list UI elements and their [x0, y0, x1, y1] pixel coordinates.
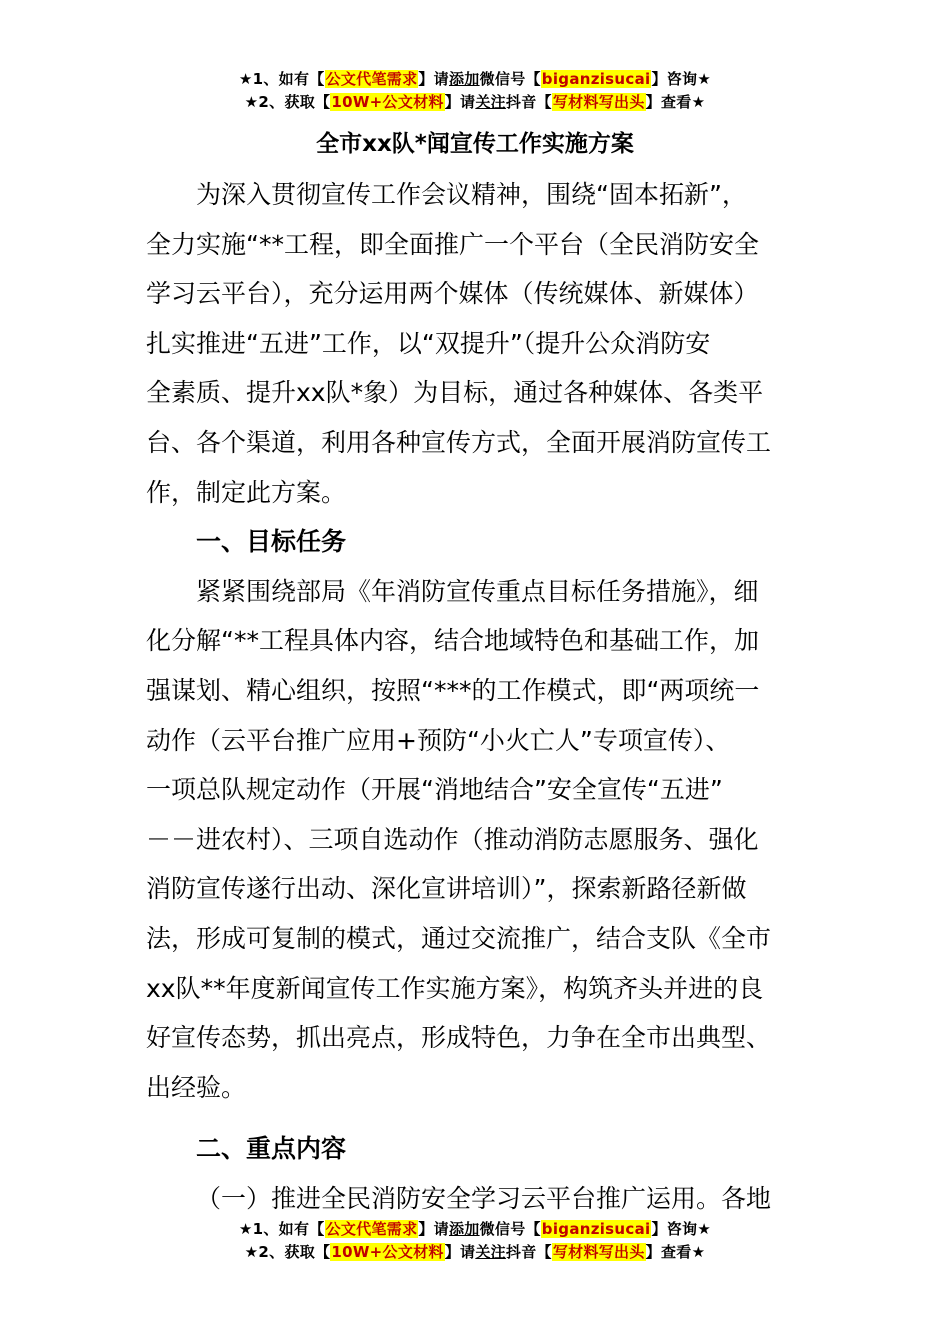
banner-underline: 添加 [448, 1220, 480, 1238]
bottom-banner [0, 1218, 950, 1264]
banner-text: 】请 [444, 93, 476, 111]
paragraph-line: 法，形成可复制的模式，通过交流推广，结合支队《全市 [146, 923, 772, 953]
banner-highlight: 10W+公文材料 [331, 1243, 444, 1261]
banner-text: 】请 [418, 1220, 449, 1238]
banner-highlight: 公文代笔需求 [325, 70, 418, 88]
banner-line-1 [0, 1218, 950, 1241]
banner-text: 】咨询★ [651, 1220, 712, 1238]
banner-line-1 [0, 68, 950, 91]
document-body [146, 170, 808, 1223]
paragraph-line: 紧紧围绕部局《年消防宣传重点目标任务措施》，细 [196, 576, 759, 606]
paragraph-line: 台、各个渠道，利用各种宣传方式，全面开展消防宣传工 [146, 427, 772, 457]
banner-underline: 关注 [475, 93, 506, 111]
paragraph-line: 学习云平台），充分运用两个媒体（传统媒体、新媒体） [146, 279, 759, 309]
banner-highlight: 写材料写出头 [552, 1243, 645, 1261]
paragraph-line: 好宣传态势，抓出亮点，形成特色，力争在全市出典型、 [146, 1023, 772, 1053]
paragraph-line: 为深入贯彻宣传工作会议精神，围绕“固本拓新”， [196, 180, 747, 209]
banner-highlight: 公文代笔需求 [325, 1220, 418, 1238]
banner-highlight: 写材料写出头 [552, 93, 645, 111]
paragraph-line: 强谋划、精心组织，按照“***的工作模式，即“两项统一 [146, 675, 760, 705]
banner-highlight: biganzisucai [541, 70, 651, 88]
paragraph-line: 作，制定此方案。 [146, 477, 347, 507]
banner-text: ★2、获取【 [244, 1243, 331, 1261]
section-heading: 二、重点内容 [196, 1134, 347, 1164]
banner-highlight: biganzisucai [541, 1220, 651, 1238]
paragraph-line: 扎实推进“五进”工作，以“双提升”（提升公众消防安 [146, 328, 711, 358]
banner-text: 微信号【 [479, 1220, 541, 1238]
spacer [146, 1112, 808, 1124]
banner-text: 抖音【 [505, 93, 552, 111]
paragraph-line: 一项总队规定动作（开展“消地结合”安全宣传“五进” [146, 775, 723, 805]
banner-text: 】查看★ [645, 1243, 706, 1261]
paragraph-line: 全力实施“**工程，即全面推广一个平台（全民消防安全 [146, 229, 759, 259]
paragraph-line: －－进农村）、三项自选动作（推动消防志愿服务、强化 [146, 824, 759, 854]
banner-text: 】咨询★ [651, 70, 712, 88]
banner-underline: 添加 [448, 70, 480, 88]
banner-text: 】请 [444, 1243, 476, 1261]
banner-line-2 [0, 1241, 950, 1264]
banner-text: ★2、获取【 [244, 93, 331, 111]
paragraph-line: 全素质、提升xx队*象）为目标，通过各种媒体、各类平 [146, 378, 764, 408]
banner-text: 】请 [418, 70, 449, 88]
top-banner [0, 68, 950, 114]
banner-underline: 关注 [475, 1243, 506, 1261]
paragraph-line: （一）推进全民消防安全学习云平台推广运用。各地 [196, 1183, 772, 1213]
banner-highlight: 10W+公文材料 [331, 93, 444, 111]
section-heading: 一、目标任务 [196, 527, 347, 557]
document-title: 全市xx队*闻宣传工作实施方案 [316, 131, 634, 157]
banner-text: 抖音【 [505, 1243, 552, 1261]
paragraph-line: 动作（云平台推广应用+预防“小火亡人”专项宣传）、 [146, 725, 731, 755]
banner-text: 微信号【 [479, 70, 541, 88]
paragraph-line: 消防宣传遂行出动、深化宣讲培训）”，探索新路径新做 [146, 874, 747, 904]
paragraph-line: 化分解“**工程具体内容，结合地域特色和基础工作，加 [146, 626, 759, 656]
paragraph-line: xx队**年度新闻宣传工作实施方案》，构筑齐头并进的良 [146, 973, 764, 1003]
banner-text: ★1、如有【 [238, 1220, 325, 1238]
paragraph-line: 出经验。 [146, 1072, 247, 1102]
banner-line-2 [0, 91, 950, 114]
banner-text: 】查看★ [645, 93, 706, 111]
banner-text: ★1、如有【 [238, 70, 325, 88]
